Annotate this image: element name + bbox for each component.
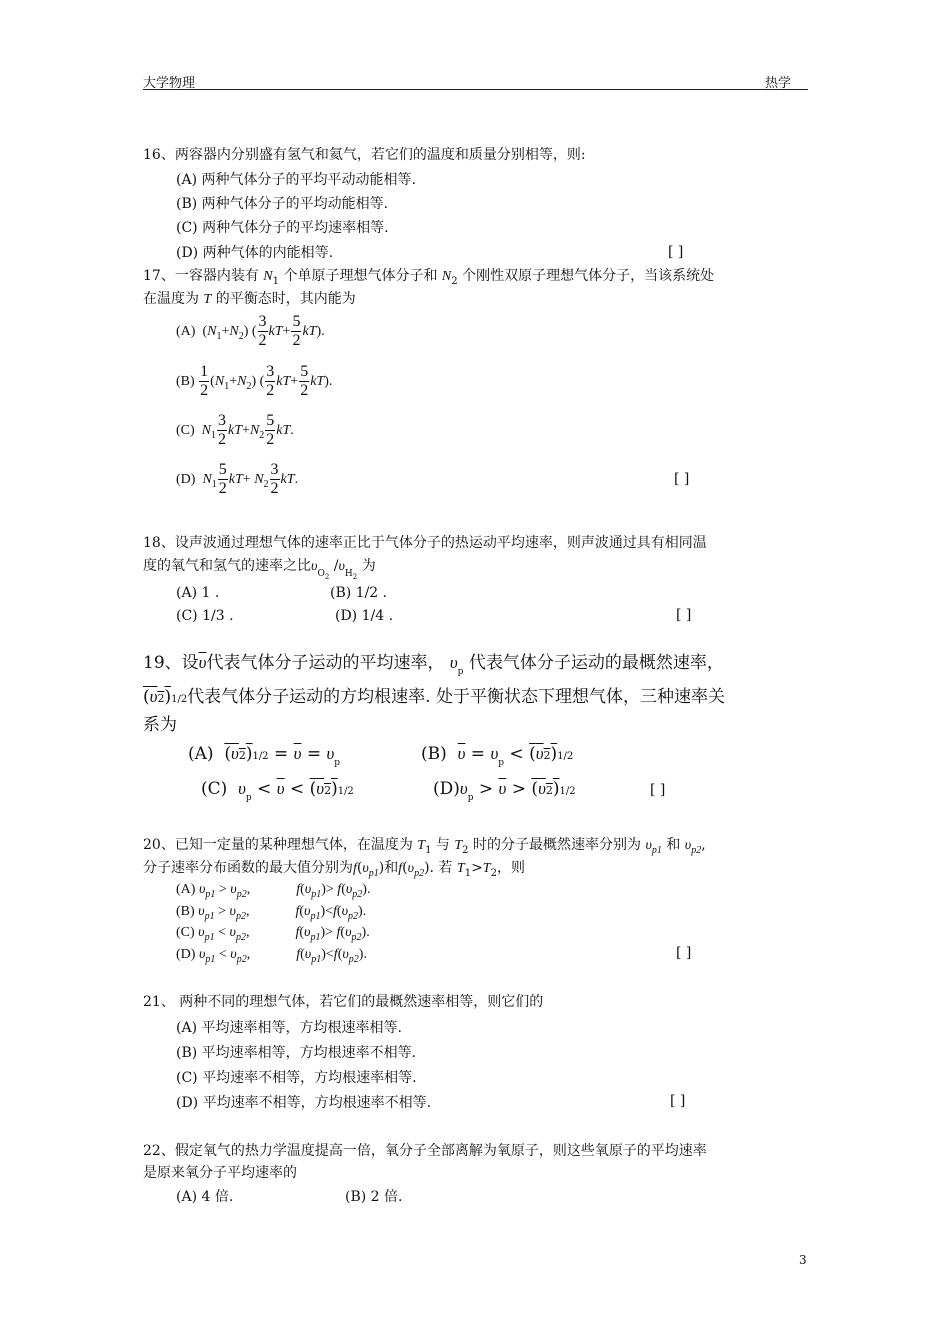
q17-option-d: (D) $N_1$ $\frac{5}{2}$ $kT+ N_2$ $\frac{3}{2}$ kT. [176, 461, 299, 498]
page-number: 3 [799, 1253, 807, 1267]
q16-answer-bracket: [ ] [668, 244, 684, 260]
q17-answer-bracket: [ ] [674, 471, 690, 487]
q16-option-c: (C) 两种气体分子的平均速率相等. [176, 220, 389, 236]
q16-option-a: (A) 两种气体分子的平均平动动能相等. [176, 172, 416, 188]
header-left: 大学物理 [143, 76, 196, 91]
q21-option-c: (C) 平均速率不相等，方均根速率相等. [176, 1070, 417, 1086]
q21-answer-bracket: [ ] [670, 1093, 686, 1109]
q19-option-d: $(D)\upsilon_p > \overline{\upsilon} > (\upsilon 2)1/2$ [433, 779, 576, 803]
q21-option-a: (A) 平均速率相等，方均根速率相等. [176, 1020, 402, 1036]
q18-option-a: (A) 1 . [176, 585, 220, 601]
q21-option-d: (D) 平均速率不相等，方均根速率不相等. [176, 1095, 432, 1111]
q17-option-c: (C) $N_1$ $\frac{3}{2}$ $kT+N_2$ $\frac{5}{2}$ kT. [176, 412, 294, 449]
q19-option-a: (A) $(\upsilon 2)1/2 = \overline{\upsilon} = \upsilon_p$ [188, 744, 341, 768]
q18-option-d: (D) 1/4 . [335, 608, 394, 624]
q16-stem: 16、两容器内分别盛有氢气和氦气，若它们的温度和质量分别相等，则: [143, 147, 586, 163]
q20-stem-line2: 分子速率分布函数的最大值分别为$f(\upsilon_{p1})$和$f(\upsilon_{p2})$. 若 $T_1>T_2$，则 [143, 860, 525, 879]
q16-option-b: (B) 两种气体分子的平均动能相等. [176, 196, 389, 212]
q18-stem-line1: 18、设声波通过理想气体的速率正比于气体分子的热运动平均速率，则声波通过具有相同温 [143, 535, 707, 551]
q19-option-c: (C) $\upsilon_p < \overline{\upsilon} < (\upsilon 2)1/2$ [201, 779, 354, 803]
q19-line1: 19、设$\overline{\upsilon}$代表气体分子运动的平均速率， $\upsilon_p$ 代表气体分子运动的最概然速率， [143, 653, 724, 677]
q18-answer-bracket: [ ] [676, 607, 692, 623]
q19-answer-bracket: [ ] [650, 782, 666, 798]
q20-answer-bracket: [ ] [676, 945, 692, 961]
q18-option-c: (C) 1/3 . [176, 608, 234, 624]
q17-option-a: (A) $(N_1+N_2)$ ( $\frac{3}{2}$ kT+ $\frac{5}{2}$ kT). [176, 313, 325, 350]
q17-option-b: (B) $\frac{1}{2}$ $(N_1+N_2)$ ( $\frac{3}{2}$ kT+ $\frac{5}{2}$ kT). [176, 363, 333, 400]
q20-option-c: (C) $\upsilon_{p1} < \upsilon_{p2}$, $f(\upsilon_{p1})> f(\upsilon_{p2})$. [176, 925, 370, 943]
q18-stem-line2: 度的氧气和氢气的速率之比$\upsilon_{O2}$ $/\upsilon_{H2}$ 为 [143, 558, 376, 581]
q16-option-d: (D) 两种气体的内能相等. [176, 245, 334, 261]
q19-line3: 系为 [143, 715, 177, 735]
q18-option-b: (B) 1/2 . [330, 585, 388, 601]
q21-option-b: (B) 平均速率相等，方均根速率不相等. [176, 1045, 417, 1061]
q19-option-b: (B) $\overline{\upsilon} = \upsilon_p < (\upsilon 2)1/2$ [421, 744, 574, 768]
q22-stem-line2: 是原来氧分子平均速率的 [143, 1165, 297, 1181]
q20-option-d: (D) $\upsilon_{p1} < \upsilon_{p2}$, $f(\upsilon_{p1})<f(\upsilon_{p2})$. [176, 947, 367, 965]
q19-line2: (υ2)1/2代表气体分子运动的方均根速率. 处于平衡状态下理想气体，三种速率关 [143, 687, 725, 707]
q17-stem-line1: 17、一容器内装有 $N_1$ 个单原子理想气体分子和 $N_2$ 个刚性双原子理想气体分子，当该系统处 [143, 268, 715, 287]
q22-option-b: (B) 2 倍. [345, 1189, 403, 1205]
q17-stem-line2: 在温度为 T 的平衡态时，其内能为 [143, 291, 356, 307]
header-right: 热学 [765, 76, 792, 91]
q20-option-a: (A) $\upsilon_{p1} > \upsilon_{p2}$, $f(\upsilon_{p1})> f(\upsilon_{p2})$. [176, 882, 371, 900]
header-rule [143, 89, 808, 90]
q21-stem: 21、 两种不同的理想气体，若它们的最概然速率相等，则它们的 [143, 994, 544, 1010]
q22-option-a: (A) 4 倍. [176, 1189, 234, 1205]
q22-stem-line1: 22、假定氧气的热力学温度提高一倍，氧分子全部离解为氧原子，则这些氧原子的平均速率 [143, 1143, 707, 1159]
q20-option-b: (B) $\upsilon_{p1} > \upsilon_{p2}$, $f(\upsilon_{p1})<f(\upsilon_{p2})$. [176, 904, 367, 922]
q20-stem-line1: 20、已知一定量的某种理想气体，在温度为 $T_1$ 与 $T_2$ 时的分子最概然速率分别为 $\upsilon_{p1}$ 和 $\upsilon_{p2}$, [143, 837, 706, 856]
